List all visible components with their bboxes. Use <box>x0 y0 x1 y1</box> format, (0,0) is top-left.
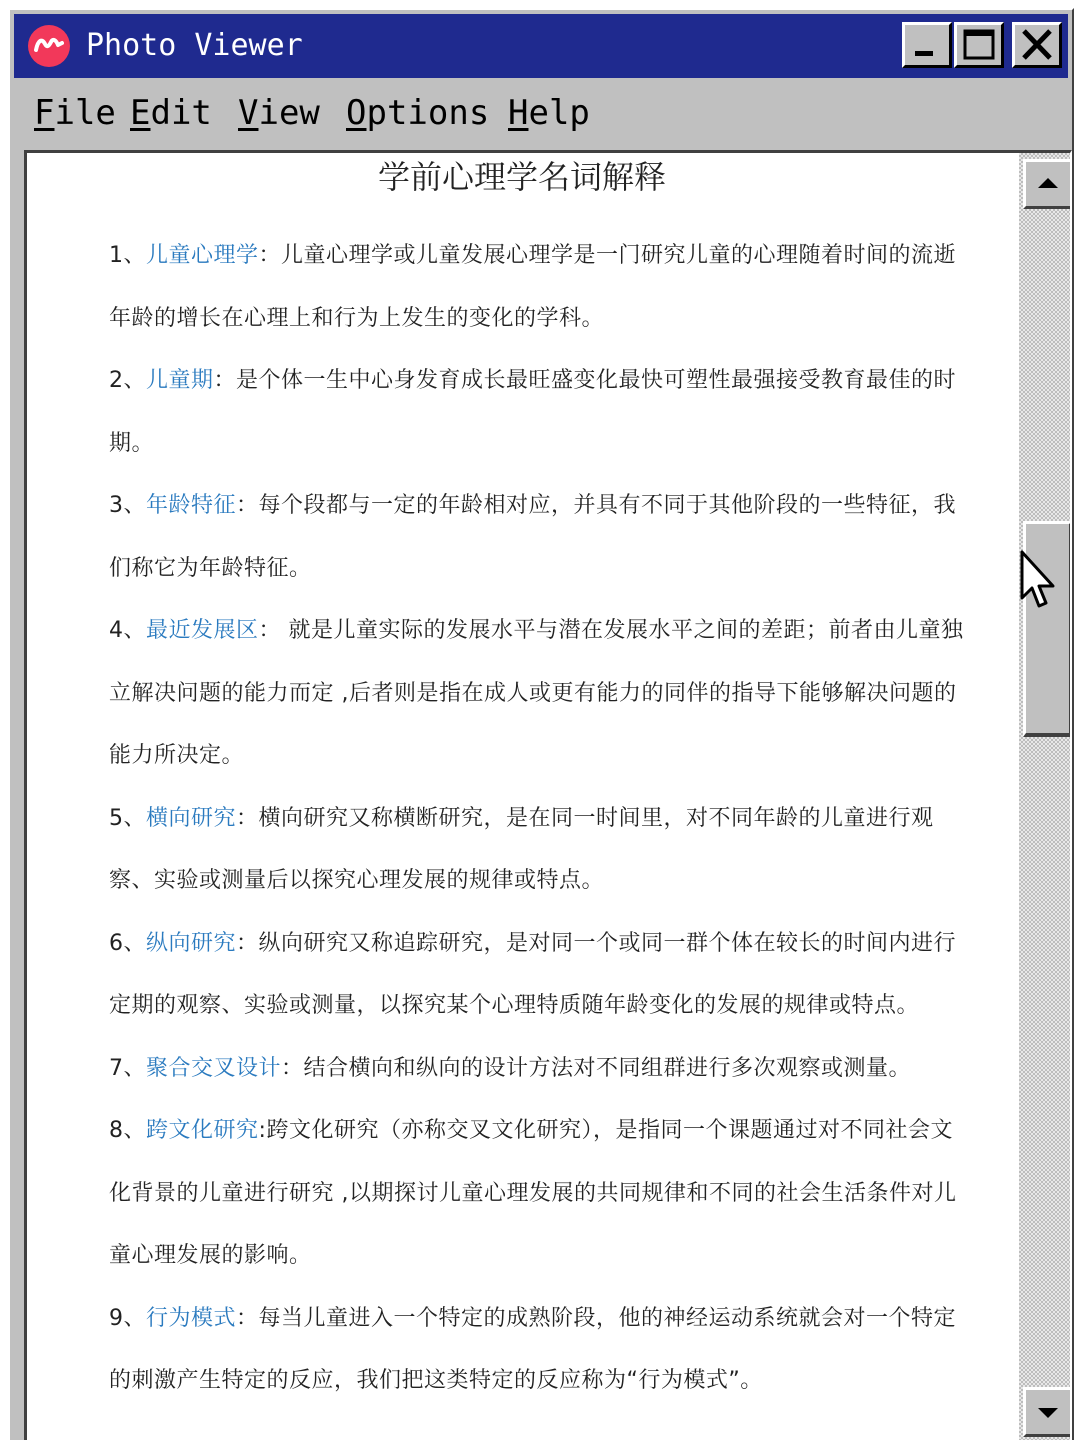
entry-6 <box>109 913 969 1038</box>
entry-term: 跨文化研究 <box>146 1118 259 1143</box>
entry-number: 9、 <box>109 1305 146 1331</box>
document-title: 学前心理学名词解释 <box>377 158 666 196</box>
entry-term: 行为模式 <box>146 1305 237 1331</box>
entry-9 <box>109 1288 969 1413</box>
entry-1 <box>109 225 969 350</box>
menu-help-label: elp <box>528 93 590 133</box>
scroll-up-button[interactable] <box>1023 159 1072 209</box>
entry-number: 1、 <box>109 243 146 268</box>
menu-file-mnemonic: F <box>34 93 55 133</box>
entry-7 <box>109 1038 969 1101</box>
entry-term: 年龄特征 <box>146 493 237 518</box>
title-bar[interactable] <box>14 14 1068 78</box>
menu-options-label: ptions <box>366 93 490 133</box>
menu-file[interactable] <box>34 92 116 134</box>
entry-definition: 结合横向和纵向的设计方法对不同组群进行多次观察或测量。 <box>303 1055 912 1081</box>
entry-definition: 横向研究又称横断研究，是在同一时间里，对不同年龄的儿童进行观察、实验或测量后以探究心理发展的规律或特点。 <box>109 805 934 893</box>
photo-viewer-window <box>8 8 1074 1440</box>
entry-separator: ： <box>258 618 282 643</box>
entry-definition: 儿童心理学或儿童发展心理学是一门研究儿童的心理随着时间的流逝年龄的增长在心理上和行为上发生的变化的学科。 <box>109 243 957 331</box>
menu-edit[interactable] <box>130 92 212 134</box>
menu-help[interactable] <box>508 92 590 134</box>
entry-4 <box>109 600 969 788</box>
entry-separator: ： <box>236 930 259 956</box>
entry-number: 5、 <box>109 805 146 831</box>
menu-view-mnemonic: V <box>238 93 259 133</box>
entry-separator: ： <box>236 493 259 518</box>
maximize-button[interactable] <box>954 22 1004 68</box>
entry-list <box>109 225 969 1413</box>
entry-term: 横向研究 <box>146 805 237 831</box>
entry-term: 儿童心理学 <box>146 243 259 268</box>
arrow-up-icon <box>1026 162 1070 206</box>
menu-view[interactable] <box>238 92 320 134</box>
entry-term: 纵向研究 <box>146 930 237 956</box>
menu-options-mnemonic: O <box>346 93 367 133</box>
menu-bar <box>14 82 1068 144</box>
entry-definition: 跨文化研究（亦称交叉文化研究），是指同一个课题通过对不同社会文化背景的儿童进行研究 ,以期探讨儿童心理发展的共同规律和不同的社会生活条件对儿童心理发展的影响。 <box>109 1118 957 1268</box>
entry-definition: 就是儿童实际的发展水平与潜在发展水平之间的差距；前者由儿童独立解决问题的能力而定 ,后者则是指在成人或更有能力的同伴的指导下能够解决问题的能力所决定。 <box>109 618 964 768</box>
vertical-scrollbar[interactable] <box>1019 153 1072 1440</box>
close-icon <box>1015 25 1059 65</box>
entry-number: 3、 <box>109 493 146 518</box>
entry-term: 聚合交叉设计 <box>146 1055 282 1081</box>
menu-help-mnemonic: H <box>508 93 529 133</box>
entry-separator: ： <box>213 368 237 393</box>
entry-separator: ： <box>236 805 259 831</box>
window-title: Photo Viewer <box>86 28 303 63</box>
entry-definition: 纵向研究又称追踪研究，是对同一个或同一群个体在较长的时间内进行定期的观察、实验或测量，以探究某个心理特质随年龄变化的发展的规律或特点。 <box>109 930 957 1018</box>
entry-3 <box>109 475 969 600</box>
entry-separator: : <box>258 1118 267 1143</box>
entry-term: 儿童期 <box>146 368 214 393</box>
close-button[interactable] <box>1012 22 1062 68</box>
entry-number: 2、 <box>109 368 146 393</box>
menu-options[interactable] <box>346 92 489 134</box>
maximize-icon <box>957 25 1001 65</box>
entry-separator: ： <box>281 1055 304 1081</box>
menu-edit-mnemonic: E <box>130 93 151 133</box>
document-image <box>27 153 1017 1440</box>
entry-number: 6、 <box>109 930 146 956</box>
entry-2 <box>109 350 969 475</box>
entry-5 <box>109 788 969 913</box>
menu-view-label: iew <box>258 93 320 133</box>
entry-term: 最近发展区 <box>146 618 259 643</box>
entry-definition: 每当儿童进入一个特定的成熟阶段，他的神经运动系统就会对一个特定的刺激产生特定的反应，我们把这类特定的反应称为“行为模式”。 <box>109 1305 957 1393</box>
minimize-button[interactable] <box>902 22 952 68</box>
image-viewport <box>24 150 1072 1440</box>
arrow-down-icon <box>1026 1390 1070 1434</box>
entry-definition: 每个段都与一定的年龄相对应，并具有不同于其他阶段的一些特征，我们称它为年龄特征。 <box>109 493 957 581</box>
photo-viewer-app-icon <box>28 25 70 67</box>
entry-number: 7、 <box>109 1055 146 1081</box>
entry-definition: 是个体一生中心身发育成长最旺盛变化最快可塑性最强接受教育最佳的时期。 <box>109 368 957 456</box>
menu-file-label: ile <box>54 93 116 133</box>
menu-edit-label: dit <box>150 93 212 133</box>
entry-number: 8、 <box>109 1118 146 1143</box>
entry-separator: ： <box>258 243 282 268</box>
mouse-pointer-icon <box>1018 548 1058 618</box>
entry-number: 4、 <box>109 618 146 643</box>
entry-separator: ： <box>236 1305 259 1331</box>
entry-8 <box>109 1100 969 1288</box>
scroll-down-button[interactable] <box>1023 1387 1072 1437</box>
minimize-icon <box>905 25 949 65</box>
